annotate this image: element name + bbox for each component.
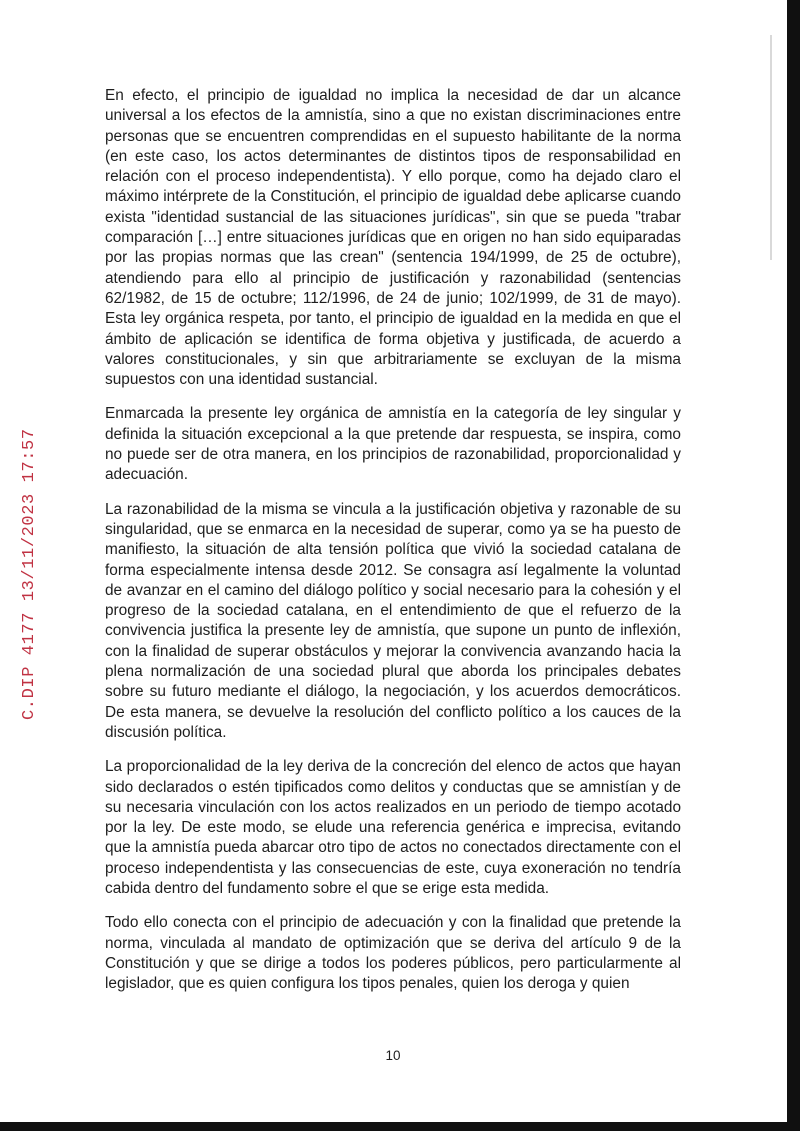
document-body: [105, 86, 681, 1008]
paragraph-5: Todo ello conecta con el principio de adecuación y con la finalidad que pretende la norma, vinculada al mandato de optimización que se deriva del artículo 9 de la Constitución y que se dirige a todos los poderes públicos, pero particularmente al legislador, que es quien configura los tipos penales, quien los deroga y quien: [105, 914, 681, 993]
paragraph-2: Enmarcada la presente ley orgánica de amnistía en la categoría de ley singular y definida la situación excepcional a la que pretende dar respuesta, se inspira, como no puede ser de otra manera, en los principios de razonabilidad, proporcionalidad y adecuación.: [105, 405, 681, 484]
scan-artifact-line: [770, 35, 772, 260]
scan-edge-bottom: [0, 1122, 800, 1131]
paragraph-1: En efecto, el principio de igualdad no implica la necesidad de dar un alcance universal a los efectos de la amnistía, sino a que no existan discriminaciones entre personas que se encuentren comprendidas en el supuesto habilitante de la norma (en este caso, los actos determinantes de distintos tipos de responsabilidad en relación con el proceso independentista). Y ello porque, como ha dejado claro el máximo intérprete de la Constitución, el principio de igualdad debe aplicarse cuando exista "identidad sustancial de las situaciones jurídicas", sin que se pueda "trabar comparación […] entre situaciones jurídicas que en origen no han sido equiparadas por las propias normas que las crean" (sentencia 194/1999, de 25 de octubre), atendiendo para ello al principio de justificación y razonabilidad (sentencias 62/1982, de 15 de octubre; 112/1996, de 24 de junio; 102/1999, de 31 de mayo). Esta ley orgánica respeta, por tanto, el principio de igualdad en la medida en que el ámbito de aplicación se identifica de forma objetiva y justificada, de acuerdo a valores constitucionales, y sin que arbitrariamente se excluyan de la misma supuestos con una identidad sustancial.: [105, 87, 681, 389]
scan-edge-right: [787, 0, 800, 1131]
paragraph-3: La razonabilidad de la misma se vincula a la justificación objetiva y razonable de su singularidad, que se enmarca en la necesidad de superar, como ya se ha puesto de manifiesto, la situación de alta tensión política que vivió la sociedad catalana de forma especialmente intensa desde 2012. Se consagra así legalmente la voluntad de avanzar en el camino del diálogo político y social necesario para la cohesión y el progreso de la sociedad catalana, en el entendimiento de que el refuerzo de la convivencia justifica la presente ley de amnistía, que supone un punto de inflexión, con la finalidad de superar obstáculos y mejorar la convivencia avanzando hacia la plena normalización de una sociedad plural que aborda los principales debates sobre su futuro mediante el diálogo, la negociación, y los acuerdos democráticos. De esta manera, se devuelve la resolución del conflicto político a los cauces de la discusión política.: [105, 500, 681, 741]
page-number: 10: [385, 1048, 401, 1063]
paragraph-4: La proporcionalidad de la ley deriva de la concreción del elenco de actos que hayan sido declarados o estén tipificados como delitos y conductas que se amnistían y de su necesaria vinculación con los actos realizados en un periodo de tiempo acotado por la ley. De este modo, se elude una referencia genérica e imprecisa, evitando que la amnistía pueda abarcar otro tipo de actos no conectados directamente con el proceso independentista y las consecuencias de este, cuya exoneración no tendría cabida dentro del fundamento sobre el que se erige esta medida.: [105, 758, 681, 897]
registry-stamp-text: C.DIP 4177 13/11/2023 17:57: [20, 428, 39, 720]
